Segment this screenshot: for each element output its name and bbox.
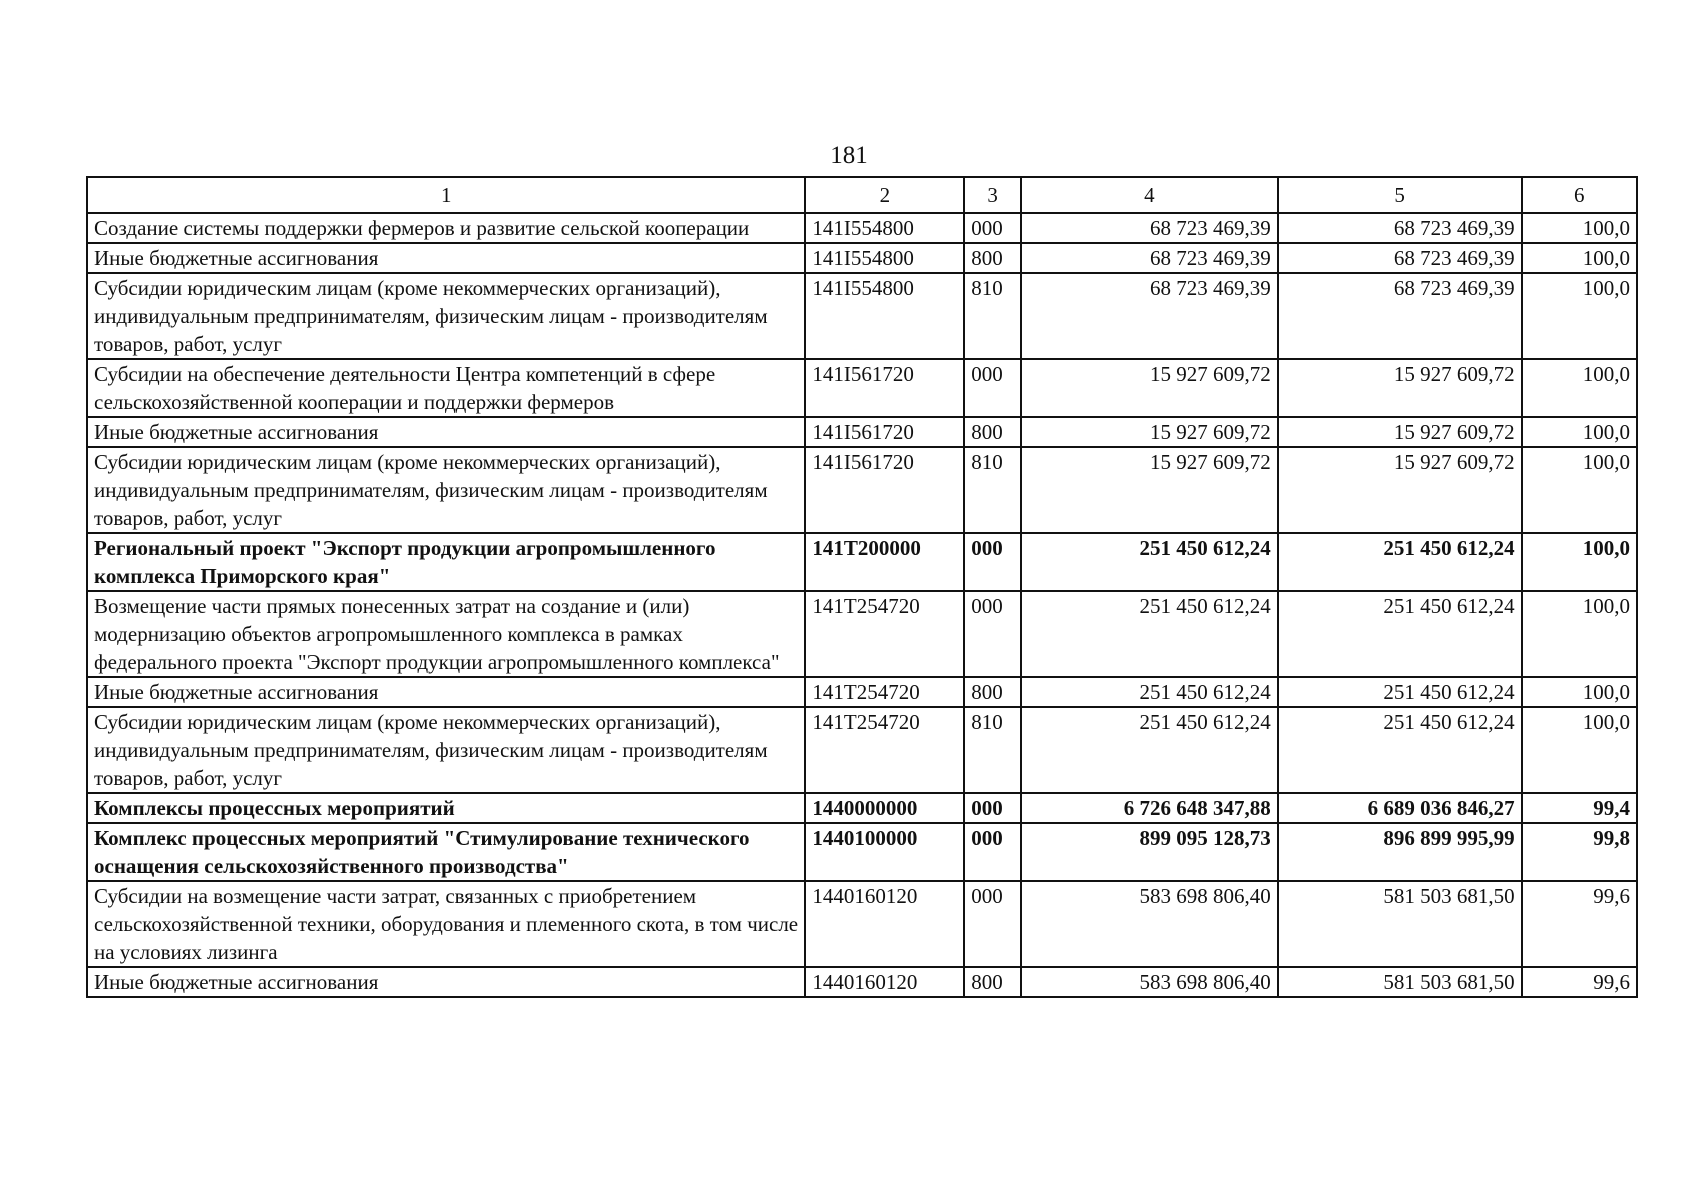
- row-planned-amount: 251 450 612,24: [1021, 677, 1278, 707]
- row-expense-kind: 000: [964, 213, 1021, 243]
- column-header: 1: [87, 177, 805, 213]
- row-expense-kind: 810: [964, 447, 1021, 533]
- row-percent: 100,0: [1522, 533, 1637, 591]
- row-planned-amount: 68 723 469,39: [1021, 243, 1278, 273]
- column-header: 5: [1278, 177, 1522, 213]
- row-percent: 100,0: [1522, 243, 1637, 273]
- row-code: 1440000000: [805, 793, 964, 823]
- row-expense-kind: 000: [964, 793, 1021, 823]
- row-code: 1440160120: [805, 881, 964, 967]
- row-actual-amount: 251 450 612,24: [1278, 533, 1522, 591]
- row-name: Иные бюджетные ассигнования: [87, 243, 805, 273]
- row-percent: 99,4: [1522, 793, 1637, 823]
- row-actual-amount: 6 689 036 846,27: [1278, 793, 1522, 823]
- row-code: 1440100000: [805, 823, 964, 881]
- column-header: 3: [964, 177, 1021, 213]
- header-row: [87, 177, 1637, 213]
- row-planned-amount: 583 698 806,40: [1021, 967, 1278, 997]
- row-expense-kind: 800: [964, 967, 1021, 997]
- row-name: Субсидии юридическим лицам (кроме некоммерческих организаций), индивидуальным предпринимателям, физическим лицам - производителям товаров, работ, услуг: [87, 273, 805, 359]
- row-planned-amount: 15 927 609,72: [1021, 417, 1278, 447]
- row-planned-amount: 68 723 469,39: [1021, 213, 1278, 243]
- row-code: 141I561720: [805, 447, 964, 533]
- row-name: Возмещение части прямых понесенных затрат на создание и (или) модернизацию объектов агропромышленного комплекса в рамках федерального проекта "Экспорт продукции агропромышленного комплекса": [87, 591, 805, 677]
- row-actual-amount: 68 723 469,39: [1278, 243, 1522, 273]
- row-code: 141I554800: [805, 243, 964, 273]
- row-name: Субсидии юридическим лицам (кроме некоммерческих организаций), индивидуальным предпринимателям, физическим лицам - производителям товаров, работ, услуг: [87, 707, 805, 793]
- table-row: [87, 359, 1637, 417]
- row-actual-amount: 68 723 469,39: [1278, 273, 1522, 359]
- row-percent: 100,0: [1522, 591, 1637, 677]
- row-percent: 100,0: [1522, 677, 1637, 707]
- row-name: Комплексы процессных мероприятий: [87, 793, 805, 823]
- row-actual-amount: 251 450 612,24: [1278, 591, 1522, 677]
- row-name: Субсидии на возмещение части затрат, связанных с приобретением сельскохозяйственной техники, оборудования и племенного скота, в том числе на условиях лизинга: [87, 881, 805, 967]
- row-code: 141I561720: [805, 359, 964, 417]
- column-header: 2: [805, 177, 964, 213]
- table-row: [87, 213, 1637, 243]
- row-code: 1440160120: [805, 967, 964, 997]
- row-percent: 99,8: [1522, 823, 1637, 881]
- row-expense-kind: 800: [964, 417, 1021, 447]
- row-actual-amount: 581 503 681,50: [1278, 881, 1522, 967]
- table-row: [87, 793, 1637, 823]
- row-planned-amount: 6 726 648 347,88: [1021, 793, 1278, 823]
- row-planned-amount: 15 927 609,72: [1021, 359, 1278, 417]
- row-name: Субсидии на обеспечение деятельности Центра компетенций в сфере сельскохозяйственной кооперации и поддержки фермеров: [87, 359, 805, 417]
- row-planned-amount: 583 698 806,40: [1021, 881, 1278, 967]
- row-planned-amount: 251 450 612,24: [1021, 591, 1278, 677]
- row-name: Иные бюджетные ассигнования: [87, 967, 805, 997]
- row-code: 141I554800: [805, 273, 964, 359]
- row-code: 141I561720: [805, 417, 964, 447]
- row-name: Комплекс процессных мероприятий "Стимулирование технического оснащения сельскохозяйственного производства": [87, 823, 805, 881]
- row-percent: 100,0: [1522, 417, 1637, 447]
- row-planned-amount: 899 095 128,73: [1021, 823, 1278, 881]
- row-name: Иные бюджетные ассигнования: [87, 417, 805, 447]
- row-actual-amount: 15 927 609,72: [1278, 447, 1522, 533]
- row-actual-amount: 251 450 612,24: [1278, 707, 1522, 793]
- row-planned-amount: 251 450 612,24: [1021, 533, 1278, 591]
- row-expense-kind: 000: [964, 359, 1021, 417]
- table-row: [87, 707, 1637, 793]
- column-header: 4: [1021, 177, 1278, 213]
- row-percent: 99,6: [1522, 967, 1637, 997]
- row-percent: 99,6: [1522, 881, 1637, 967]
- row-code: 141T254720: [805, 591, 964, 677]
- row-code: 141T254720: [805, 677, 964, 707]
- row-expense-kind: 810: [964, 273, 1021, 359]
- table-row: [87, 823, 1637, 881]
- row-actual-amount: 15 927 609,72: [1278, 359, 1522, 417]
- row-name: Иные бюджетные ассигнования: [87, 677, 805, 707]
- row-actual-amount: 68 723 469,39: [1278, 213, 1522, 243]
- table-row: [87, 533, 1637, 591]
- row-expense-kind: 000: [964, 823, 1021, 881]
- row-code: 141T200000: [805, 533, 964, 591]
- row-expense-kind: 000: [964, 533, 1021, 591]
- row-code: 141T254720: [805, 707, 964, 793]
- page-number: 181: [830, 142, 868, 169]
- table-row: [87, 273, 1637, 359]
- row-expense-kind: 810: [964, 707, 1021, 793]
- row-planned-amount: 251 450 612,24: [1021, 707, 1278, 793]
- row-expense-kind: 800: [964, 677, 1021, 707]
- row-actual-amount: 896 899 995,99: [1278, 823, 1522, 881]
- row-actual-amount: 251 450 612,24: [1278, 677, 1522, 707]
- column-header: 6: [1522, 177, 1637, 213]
- row-name: Создание системы поддержки фермеров и развитие сельской кооперации: [87, 213, 805, 243]
- row-percent: 100,0: [1522, 273, 1637, 359]
- row-expense-kind: 800: [964, 243, 1021, 273]
- row-planned-amount: 15 927 609,72: [1021, 447, 1278, 533]
- row-percent: 100,0: [1522, 447, 1637, 533]
- row-name: Региональный проект "Экспорт продукции агропромышленного комплекса Приморского края": [87, 533, 805, 591]
- row-actual-amount: 15 927 609,72: [1278, 417, 1522, 447]
- row-planned-amount: 68 723 469,39: [1021, 273, 1278, 359]
- budget-table: [86, 176, 1638, 998]
- row-expense-kind: 000: [964, 591, 1021, 677]
- row-percent: 100,0: [1522, 213, 1637, 243]
- table-row: [87, 591, 1637, 677]
- row-code: 141I554800: [805, 213, 964, 243]
- table-row: [87, 967, 1637, 997]
- table-row: [87, 447, 1637, 533]
- row-expense-kind: 000: [964, 881, 1021, 967]
- table-body: [87, 213, 1637, 997]
- row-percent: 100,0: [1522, 707, 1637, 793]
- table-row: [87, 881, 1637, 967]
- row-percent: 100,0: [1522, 359, 1637, 417]
- table-row: [87, 243, 1637, 273]
- table-row: [87, 677, 1637, 707]
- row-name: Субсидии юридическим лицам (кроме некоммерческих организаций), индивидуальным предпринимателям, физическим лицам - производителям товаров, работ, услуг: [87, 447, 805, 533]
- row-actual-amount: 581 503 681,50: [1278, 967, 1522, 997]
- table-row: [87, 417, 1637, 447]
